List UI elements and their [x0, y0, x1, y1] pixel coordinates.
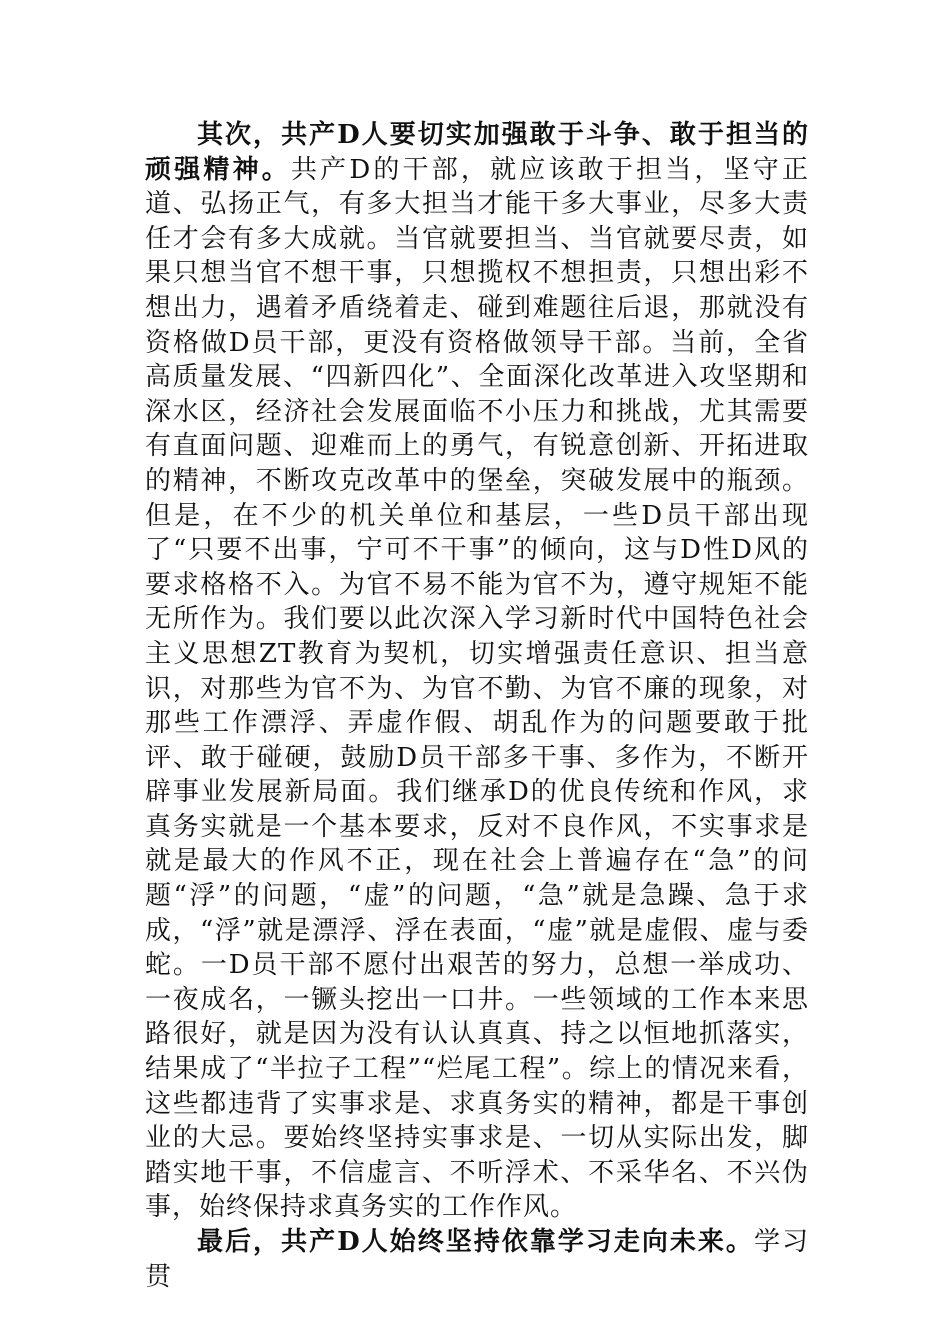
document-page — [145, 118, 809, 1294]
paragraph-body: 共产D的干部，就应该敢于担当，坚守正道、弘扬正气，有多大担当才能干多大事业，尽多大责任才会有多大成就。当官就要担当、当官就要尽责，如果只想当官不想干事，只想揽权不想担责，只想出彩不想出力，遇着矛盾绕着走、碰到难题往后退，那就没有资格做D员干部，更没有资格做领导干部。当前，全省高质量发展、“四新四化”、全面深化改革进入攻坚期和深水区，经济社会发展面临不小压力和挑战，尤其需要有直面问题、迎难而上的勇气，有锐意创新、开拓进取的精神，不断攻克改革中的堡垒，突破发展中的瓶颈。但是，在不少的机关单位和基层，一些D员干部出现了“只要不出事，宁可不干事”的倾向，这与D性D风的要求格格不入。为官不易不能为官不为，遵守规矩不能无所作为。我们要以此次深入学习新时代中国特色社会主义思想ZT教育为契机，切实增强责任意识、担当意识，对那些为官不为、为官不勤、为官不廉的现象，对那些工作漂浮、弄虚作假、胡乱作为的问题要敢于批评、敢于碰硬，鼓励D员干部多干事、多作为，不断开辟事业发展新局面。我们继承D的优良传统和作风，求真务实就是一个基本要求，反对不良作风，不实事求是就是最大的作风不正，现在社会上普遍存在“急”的问题“浮”的问题，“虚”的问题，“急”就是急躁、急于求成，“浮”就是漂浮、浮在表面，“虚”就是虚假、虚与委蛇。一D员干部不愿付出艰苦的努力，总想一举成功、一夜成名，一镢头挖出一口井。一些领域的工作本来思路很好，就是因为没有认认真真、持之以恒地抓落实，结果成了“半拉子工程”“烂尾工程”。综上的情况来看，这些都违背了实事求是、求真务实的精神，都是干事创业的大忌。要始终坚持实事求是、一切从实际出发，脚踏实地干事，不信虚言、不听浮术、不采华名、不兴伪事，始终保持求真务实的工作作风。 — [145, 154, 809, 1223]
paragraph-body: 学习贯 — [145, 1227, 809, 1292]
paragraph-lead: 最后，共产D人始终坚持依靠学习走向未来。 — [197, 1227, 754, 1257]
paragraph-lead: 其次，共产D人要切实加强敢于斗争、敢于担当的顽强精神。 — [145, 120, 809, 185]
paragraph-learning — [145, 1225, 809, 1294]
paragraph-responsibility — [145, 118, 809, 1225]
